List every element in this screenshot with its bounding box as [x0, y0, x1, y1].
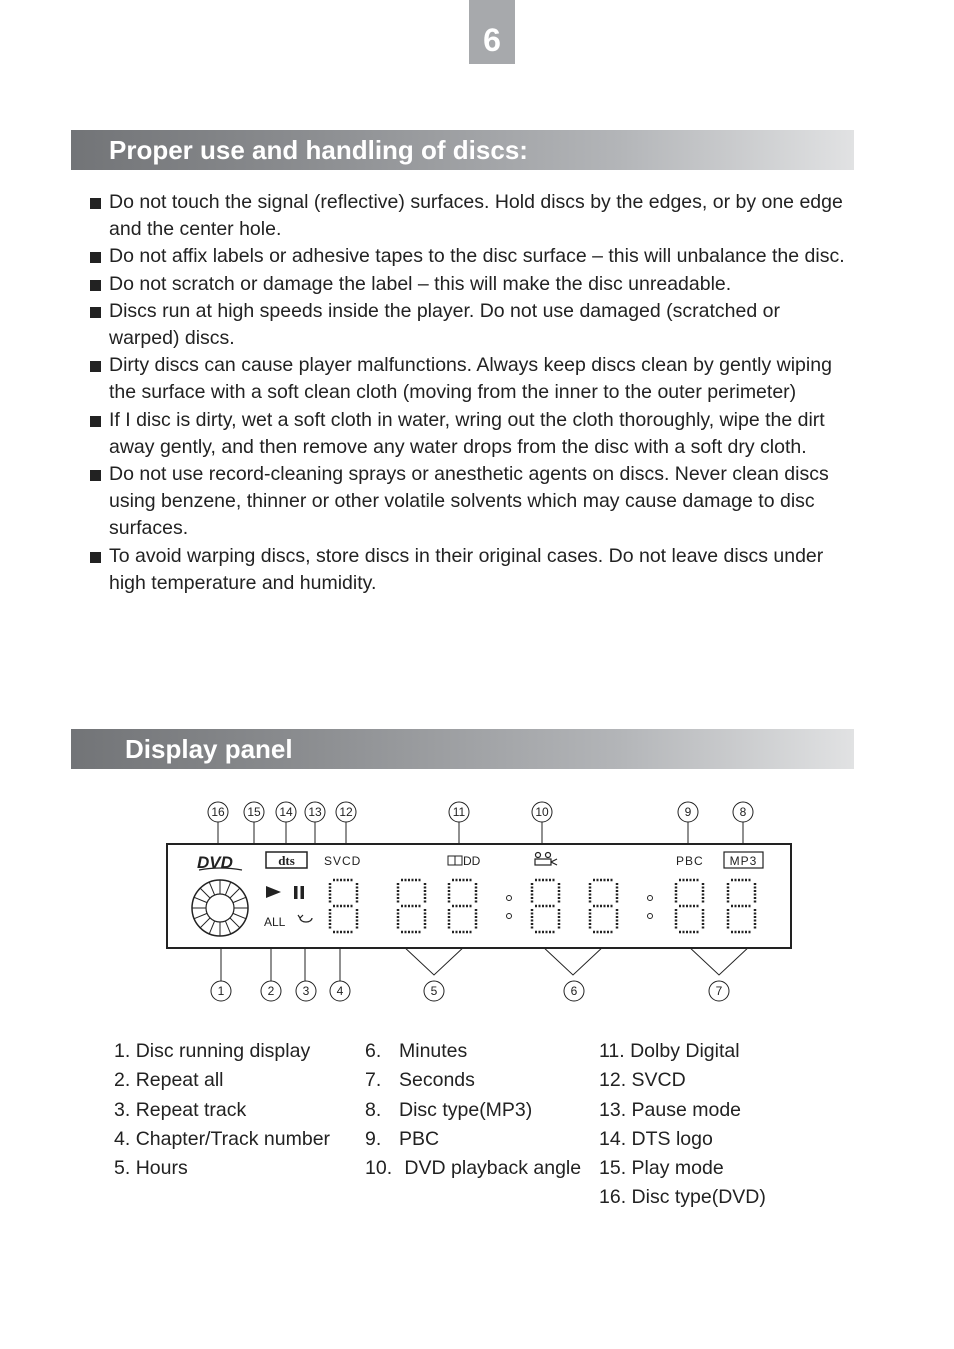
- section-header-display: [71, 729, 854, 769]
- svg-text:13: 13: [308, 805, 322, 819]
- callout-5: [424, 981, 444, 1001]
- legend-item: 13. Pause mode: [599, 1098, 742, 1121]
- legend-item: 5. Hours: [114, 1157, 188, 1180]
- callout-11: [449, 802, 469, 822]
- section-header-discs: [71, 130, 854, 170]
- bullet-square-icon: [90, 416, 101, 427]
- legend-item: 7. Seconds: [365, 1069, 475, 1092]
- callout-3: [296, 981, 316, 1001]
- svg-text:10: 10: [535, 805, 549, 819]
- svg-text:2: 2: [267, 984, 275, 998]
- legend-column-1: [114, 1037, 330, 1183]
- legend-item: 12. SVCD: [599, 1069, 686, 1092]
- bullet-square-icon: [90, 470, 101, 481]
- legend-item: 4. Chapter/Track number: [114, 1127, 331, 1150]
- mp3-indicator: [724, 852, 763, 868]
- callout-15: [244, 802, 264, 822]
- legend-item: 11. Dolby Digital: [599, 1040, 740, 1062]
- svg-text:DVD: DVD: [197, 853, 233, 872]
- list-item: Do not scratch or damage the label – this will make the disc unreadable.: [88, 271, 848, 298]
- list-item: Do not use record-cleaning sprays or anesthetic agents on discs. Never clean discs using benzene, thinner or other volatile solvents which may cause damage to disc surfaces.: [88, 461, 848, 543]
- repeat-all-indicator: ALL: [264, 915, 286, 929]
- list-item: Dirty discs can cause player malfunctions. Always keep discs clean by gently wiping the surface with a soft clean cloth (moving from the inner to the outer perimeter): [88, 352, 848, 406]
- svg-text:14: 14: [279, 805, 293, 819]
- list-item: If I disc is dirty, wet a soft cloth in water, wring out the cloth thoroughly, wipe the dirt away gently, and then remove any water drops from the disc with a soft dry cloth.: [88, 407, 848, 461]
- bullet-square-icon: [90, 252, 101, 263]
- legend-item: 9. PBC: [365, 1127, 440, 1150]
- legend-item: 2. Repeat all: [114, 1069, 224, 1092]
- svg-text:15: 15: [247, 805, 261, 819]
- svg-text:5: 5: [430, 984, 438, 998]
- section-title: Proper use and handling of discs:: [109, 135, 528, 165]
- svg-text:12: 12: [339, 805, 353, 819]
- page-number: 6: [469, 0, 515, 64]
- svg-text:11: 11: [452, 805, 466, 819]
- svcd-indicator: SVCD: [324, 854, 362, 868]
- list-item: Do not affix labels or adhesive tapes to the disc surface – this will unbalance the disc.: [88, 243, 848, 270]
- svg-text:16: 16: [211, 805, 225, 819]
- legend-item: 3. Repeat track: [114, 1098, 247, 1121]
- section-title: Display panel: [125, 734, 293, 764]
- bullet-square-icon: [90, 552, 101, 563]
- disc-handling-list: [88, 189, 848, 597]
- svg-text:7: 7: [715, 984, 723, 998]
- callout-14: [276, 802, 296, 822]
- callout-13: [305, 802, 325, 822]
- svg-text:8: 8: [739, 805, 747, 819]
- display-panel-diagram: [0, 790, 954, 1015]
- callout-10: [532, 802, 552, 822]
- callout-16: [208, 802, 228, 822]
- bullet-square-icon: [90, 198, 101, 209]
- legend-column-2: [365, 1037, 581, 1183]
- callout-2: [261, 981, 281, 1001]
- callouts-top: [208, 802, 753, 822]
- legend-item: 14. DTS logo: [599, 1127, 713, 1150]
- svg-text:3: 3: [302, 984, 310, 998]
- callouts-bottom: [211, 981, 729, 1001]
- pbc-indicator: PBC: [676, 854, 704, 868]
- callout-1: [211, 981, 231, 1001]
- legend-item: 1. Disc running display: [114, 1040, 311, 1062]
- bullet-square-icon: [90, 307, 101, 318]
- svg-text:DD: DD: [463, 854, 481, 868]
- bullet-square-icon: [90, 361, 101, 372]
- svg-text:4: 4: [336, 984, 344, 998]
- svg-text:9: 9: [684, 805, 692, 819]
- svg-text:MP3: MP3: [729, 854, 758, 868]
- callout-9: [678, 802, 698, 822]
- legend-column-3: [599, 1037, 766, 1213]
- svg-text:6: 6: [570, 984, 578, 998]
- list-item: Discs run at high speeds inside the player. Do not use damaged (scratched or warped) discs.: [88, 298, 848, 352]
- svg-text:1: 1: [217, 984, 225, 998]
- legend-item: 10. DVD playback angle: [365, 1157, 582, 1180]
- callout-4: [330, 981, 350, 1001]
- dts-logo: [266, 852, 307, 868]
- callout-12: [336, 802, 356, 822]
- bullet-square-icon: [90, 280, 101, 291]
- list-item: To avoid warping discs, store discs in their original cases. Do not leave discs under high temperature and humidity.: [88, 543, 848, 597]
- callout-6: [564, 981, 584, 1001]
- legend-item: 6. Minutes: [365, 1040, 468, 1062]
- legend-item: 15. Play mode: [599, 1157, 724, 1180]
- svg-text:dts: dts: [278, 853, 295, 868]
- legend-item: 8. Disc type(MP3): [365, 1098, 533, 1121]
- callout-7: [709, 981, 729, 1001]
- list-item: Do not touch the signal (reflective) surfaces. Hold discs by the edges, or by one edge and the center hole.: [88, 189, 848, 243]
- legend-item: 16. Disc type(DVD): [599, 1186, 766, 1209]
- callout-8: [733, 802, 753, 822]
